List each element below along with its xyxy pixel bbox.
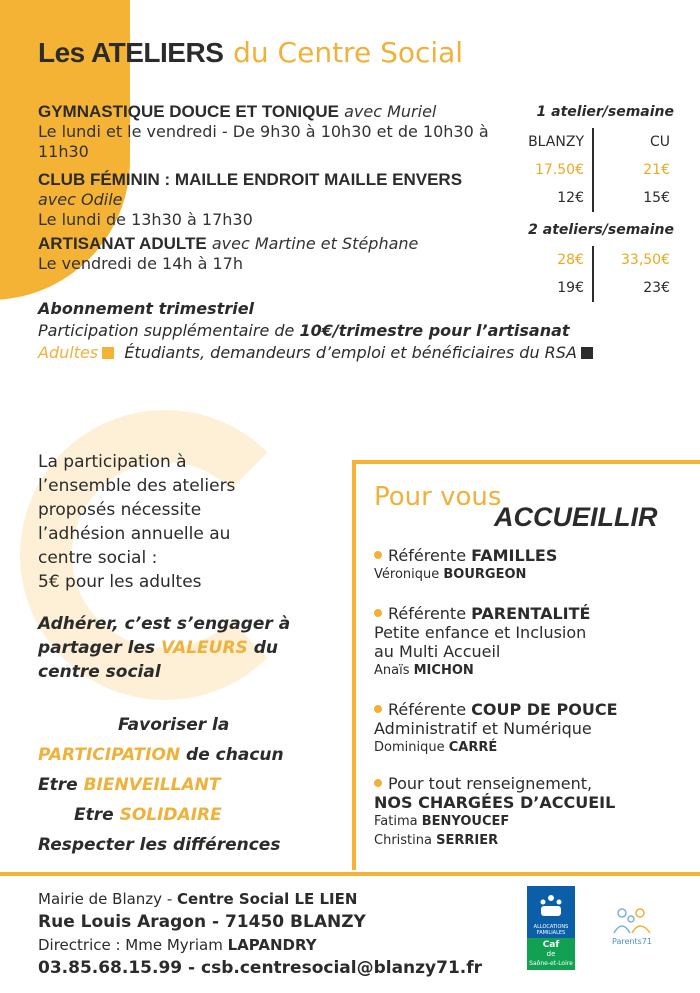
slogan: Adhérer, c’est s’engager à partager les VALEURS du centre social: [38, 614, 291, 682]
bullet-icon: [374, 551, 382, 559]
workshop-host: avec Martine et Stéphane: [211, 234, 419, 253]
workshop-host: avec Odile: [38, 190, 123, 209]
workshop-club: [38, 170, 518, 230]
price-cell: 21€: [643, 162, 670, 178]
footer-address: Mairie de Blanzy - Centre Social LE LIEN Rue Louis Aragon - 71450 BLANZY Directrice : Mme Myriam LAPANDRY 03.85.68.15.99 - csb.centresocial@blanzy71.fr: [38, 890, 483, 978]
price-header-one: 1 atelier/semaine: [536, 104, 674, 120]
contact-familles: Référente FAMILLES Véronique BOURGEON: [374, 546, 558, 582]
price-cell: 17.50€: [514, 156, 594, 184]
family-icon: [610, 905, 654, 935]
workshop-name: CLUB FÉMININ : MAILLE ENDROIT MAILLE ENVERS: [38, 170, 463, 189]
workshop-gym: [38, 102, 518, 162]
legend-others-swatch: [581, 347, 593, 359]
price-cell: 15€: [643, 190, 670, 206]
parents71-logo: Parents71: [602, 905, 662, 955]
legend-adults: Adultes: [38, 343, 99, 362]
contact-coup-de-pouce: Référente COUP DE POUCE Administratif et Numérique Dominique CARRÉ: [374, 700, 618, 755]
welcome-box: [352, 460, 700, 870]
col-blanzy: BLANZY: [514, 128, 594, 156]
workshop-schedule: Le lundi de 13h30 à 17h30: [38, 210, 253, 229]
bullet-icon: [374, 705, 382, 713]
bullet-icon: [374, 779, 382, 787]
subscription-heading: Abonnement trimestriel: [38, 299, 255, 318]
contact-accueil: Pour tout renseignement, NOS CHARGÉES D’ACCUEIL Fatima BENYOUCEF Christina SERRIER: [374, 774, 616, 848]
legend-adults-swatch: [102, 347, 114, 359]
price-cell: 33,50€: [621, 252, 670, 268]
price-header-two: 2 ateliers/semaine: [528, 222, 674, 238]
welcome-title-light: Pour vous: [374, 482, 502, 512]
page-title: Les ATELIERS du Centre Social: [38, 36, 464, 69]
legend-others: Étudiants, demandeurs d’emploi et bénéficiaires du RSA: [124, 343, 577, 362]
price-cell: 28€: [514, 246, 594, 274]
membership-section: [38, 450, 338, 860]
workshop-name: ARTISANAT ADULTE: [38, 234, 207, 253]
price-cell: 19€: [514, 274, 594, 302]
workshop-schedule: Le lundi et le vendredi - De 9h30 à 10h30 et de 10h30 à 11h30: [38, 122, 489, 161]
values-list: Favoriser la PARTICIPATION de chacun Etre BIENVEILLANT Etre SOLIDAIRE Respecter les différences: [38, 715, 284, 855]
workshop-schedule: Le vendredi de 14h à 17h: [38, 254, 243, 273]
col-cu: CU: [649, 134, 670, 150]
workshop-name: GYMNASTIQUE DOUCE ET TONIQUE: [38, 102, 339, 121]
membership-text: La participation à l’ensemble des ateliers proposés nécessite l’adhésion annuelle au centre social : 5€ pour les adultes: [38, 452, 236, 592]
caf-logo: ALLOCATIONS FAMILIALES Caf de Saône-et-Loire: [527, 886, 575, 970]
contact-parentalite: Référente PARENTALITÉ Petite enfance et Inclusion au Multi Accueil Anaïs MICHON: [374, 604, 591, 678]
subscription-info: Abonnement trimestriel Participation supplémentaire de 10€/trimestre pour l’artisanat Adultes Étudiants, demandeurs d’emploi et bénéficiaires du RSA: [38, 298, 678, 364]
footer-contact: 03.85.68.15.99 - csb.centresocial@blanzy71.fr: [38, 958, 483, 978]
footer-divider: [0, 872, 700, 876]
price-cell: 23€: [643, 280, 670, 296]
caf-emblem-icon: [533, 892, 569, 920]
workshop-host: avec Muriel: [344, 102, 437, 121]
bullet-icon: [374, 609, 382, 617]
price-table: [514, 104, 674, 312]
welcome-title-bold: ACCUEILLIR: [494, 502, 658, 532]
workshop-artisanat: [38, 234, 518, 274]
price-cell: 12€: [514, 184, 594, 212]
